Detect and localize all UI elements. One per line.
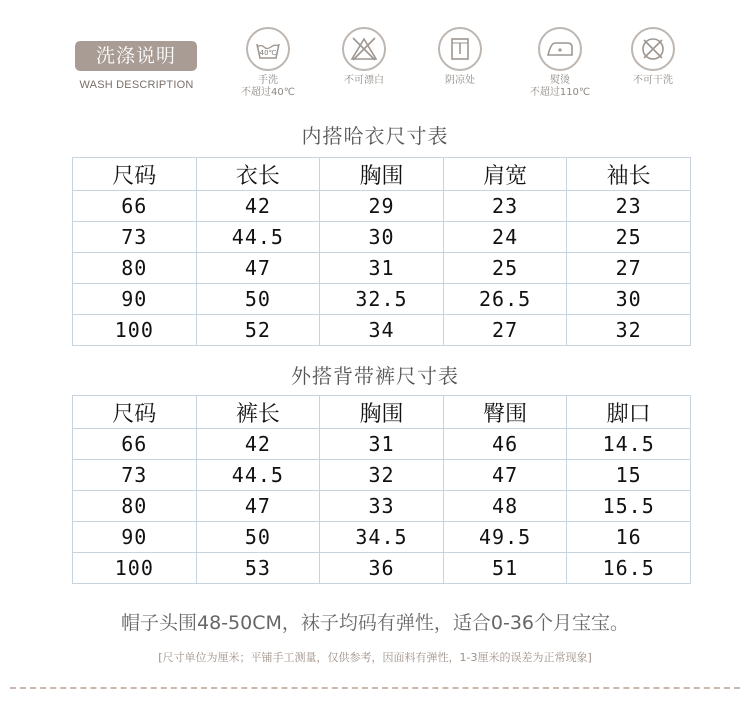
table-cell: 73 — [73, 460, 197, 491]
table-row — [73, 315, 691, 346]
table-cell: 34.5 — [320, 522, 444, 553]
care-label-line1: 不可漂白 — [344, 75, 384, 86]
table-cell: 33 — [320, 491, 444, 522]
table-cell: 30 — [320, 222, 444, 253]
table-cell: 50 — [196, 284, 320, 315]
table-cell: 52 — [196, 315, 320, 346]
table-row — [73, 222, 691, 253]
table-cell: 31 — [320, 253, 444, 284]
table-cell: 90 — [73, 284, 197, 315]
table-cell: 47 — [196, 491, 320, 522]
table-cell: 46 — [443, 429, 567, 460]
wash-title-badge: 洗涤说明 — [75, 41, 197, 71]
no-bleach-icon — [342, 27, 386, 71]
table-cell: 66 — [73, 429, 197, 460]
table-row — [73, 491, 691, 522]
table-cell: 14.5 — [567, 429, 691, 460]
table-cell: 34 — [320, 315, 444, 346]
table-cell: 32 — [567, 315, 691, 346]
table-cell: 26.5 — [443, 284, 567, 315]
svg-text:40℃: 40℃ — [259, 49, 277, 57]
bottom-size-table — [72, 395, 691, 584]
table-cell: 16 — [567, 522, 691, 553]
iron-110-icon — [538, 27, 582, 71]
care-item-iron — [515, 27, 605, 99]
table-cell: 44.5 — [196, 222, 320, 253]
top-table-title: 内搭哈衣尺寸表 — [301, 124, 449, 148]
care-label-line2: 不超过40℃ — [241, 87, 295, 98]
care-label-line2: 不超过110℃ — [529, 87, 591, 98]
table-cell: 23 — [443, 191, 567, 222]
table-cell: 80 — [73, 491, 197, 522]
table-cell: 31 — [320, 429, 444, 460]
table-cell: 15 — [567, 460, 691, 491]
table-cell: 100 — [73, 553, 197, 584]
care-item-no-dry-clean — [608, 27, 698, 87]
table-cell: 36 — [320, 553, 444, 584]
care-label-line1: 熨烫 — [550, 75, 570, 86]
table-cell: 42 — [196, 191, 320, 222]
care-label-line1: 手洗 — [258, 75, 278, 86]
note-main: 帽子头围48-50CM，袜子均码有弹性，适合0-36个月宝宝。 — [121, 612, 629, 634]
table-cell: 29 — [320, 191, 444, 222]
table-cell: 100 — [73, 315, 197, 346]
table-cell: 51 — [443, 553, 567, 584]
table-cell: 47 — [443, 460, 567, 491]
table-header-cell: 脚口 — [567, 396, 691, 429]
table-cell: 32.5 — [320, 284, 444, 315]
table-cell: 27 — [443, 315, 567, 346]
table-cell: 47 — [196, 253, 320, 284]
table-cell: 42 — [196, 429, 320, 460]
table-header-cell: 尺码 — [73, 158, 197, 191]
table-header-cell: 衣长 — [196, 158, 320, 191]
dry-in-shade-icon — [438, 27, 482, 71]
table-cell: 30 — [567, 284, 691, 315]
table-cell: 73 — [73, 222, 197, 253]
table-cell: 32 — [320, 460, 444, 491]
table-header-cell: 胸围 — [320, 158, 444, 191]
bottom-table-title: 外搭背带裤尺寸表 — [291, 364, 459, 388]
table-cell: 66 — [73, 191, 197, 222]
table-row — [73, 253, 691, 284]
table-cell: 50 — [196, 522, 320, 553]
table-cell: 23 — [567, 191, 691, 222]
care-label-line1: 阴凉处 — [445, 75, 475, 86]
table-cell: 53 — [196, 553, 320, 584]
table-cell: 80 — [73, 253, 197, 284]
table-header-row — [73, 396, 691, 429]
table-cell: 90 — [73, 522, 197, 553]
table-header-cell: 裤长 — [196, 396, 320, 429]
table-cell: 15.5 — [567, 491, 691, 522]
table-header-cell: 袖长 — [567, 158, 691, 191]
no-dry-clean-icon — [631, 27, 675, 71]
table-row — [73, 522, 691, 553]
table-cell: 16.5 — [567, 553, 691, 584]
table-cell: 44.5 — [196, 460, 320, 491]
table-cell: 49.5 — [443, 522, 567, 553]
hand-wash-40-icon — [246, 27, 290, 71]
care-label-line1: 不可干洗 — [633, 75, 673, 86]
wash-subtitle: WASH DESCRIPTION — [79, 79, 194, 91]
top-size-table — [72, 157, 691, 346]
care-icons-row — [0, 0, 750, 110]
table-cell: 24 — [443, 222, 567, 253]
table-header-cell: 尺码 — [73, 396, 197, 429]
table-header-cell: 肩宽 — [443, 158, 567, 191]
table-header-row — [73, 158, 691, 191]
table-cell: 27 — [567, 253, 691, 284]
note-sub: [尺寸单位为厘米；平铺手工测量，仅供参考，因面料有弹性，1-3厘米的误差为正常现象] — [158, 651, 592, 664]
table-row — [73, 191, 691, 222]
table-row — [73, 553, 691, 584]
table-row — [73, 284, 691, 315]
table-header-cell: 胸围 — [320, 396, 444, 429]
table-cell: 48 — [443, 491, 567, 522]
table-header-cell: 臀围 — [443, 396, 567, 429]
care-item-no-bleach — [319, 27, 409, 87]
care-item-hand-wash — [223, 27, 313, 99]
dashed-divider — [10, 687, 740, 689]
table-row — [73, 429, 691, 460]
table-cell: 25 — [443, 253, 567, 284]
table-row — [73, 460, 691, 491]
care-item-dry-shade — [415, 27, 505, 87]
table-cell: 25 — [567, 222, 691, 253]
